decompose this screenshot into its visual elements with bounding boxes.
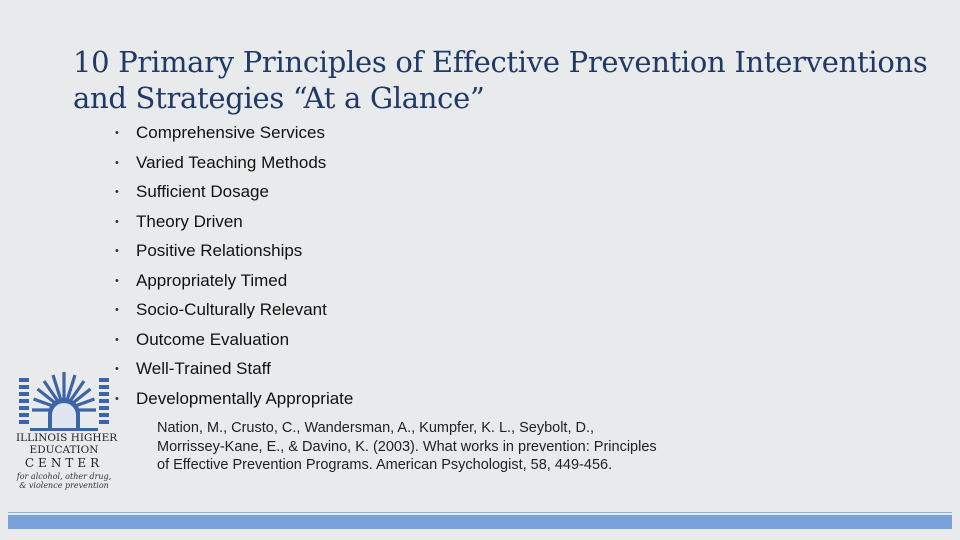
list-item-label: Developmentally Appropriate (136, 388, 354, 408)
list-item (112, 121, 353, 151)
bullet-icon: • (115, 156, 119, 169)
logo-tagline: for alcohol, other drug, & violence prevention (16, 472, 112, 490)
list-item-label: Appropriately Timed (136, 270, 288, 290)
bullet-icon: • (115, 245, 119, 257)
list-item-label: Comprehensive Services (136, 123, 325, 142)
bullet-icon: • (115, 333, 119, 346)
list-item (112, 357, 353, 387)
citation: Nation, M., Crusto, C., Wandersman, A., Kumpfer, K. L., Seybolt, D., Morrissey-Kane, E., & Davino, K. (2003). What works in prevention: Principles of Effective Prevention Programs. American Psychologist, 58, 449-456. (157, 420, 657, 473)
list-item-label: Well-Trained Staff (136, 359, 271, 378)
list-item-label: Positive Relationships (136, 241, 303, 260)
slide-title-line-2: and Strategies “At a Glance” (73, 81, 485, 115)
principles-list (112, 121, 353, 416)
footer-divider (8, 512, 952, 513)
logo-text-line-1: ILLINOIS HIGHER (16, 432, 118, 444)
bullet-icon: • (115, 363, 119, 375)
list-item-label: Theory Driven (136, 211, 243, 231)
logo-text-line-2: EDUCATION (29, 444, 99, 456)
list-item (112, 210, 353, 240)
bullet-icon: • (115, 274, 119, 287)
bullet-icon: • (115, 304, 119, 316)
illinois-higher-education-center-logo (16, 370, 118, 494)
slide-title-line-1: 10 Primary Principles of Effective Prevention Interventions (73, 45, 928, 79)
list-item-label: Sufficient Dosage (136, 182, 269, 201)
bullet-icon: • (115, 392, 119, 405)
list-item (112, 387, 353, 417)
list-item-label: Varied Teaching Methods (136, 152, 327, 172)
footer-bar (8, 515, 952, 529)
list-item-label: Outcome Evaluation (136, 329, 290, 349)
list-item (112, 239, 353, 269)
list-item-label: Socio-Culturally Relevant (136, 300, 327, 319)
slide-title (73, 44, 933, 116)
list-item (112, 298, 353, 328)
bullet-icon: • (115, 215, 119, 228)
bullet-icon: • (115, 186, 119, 198)
list-item (112, 151, 353, 181)
bullet-icon: • (115, 127, 119, 139)
sunrise-arch-icon (16, 370, 112, 432)
list-item (112, 269, 353, 299)
logo-text-line-3: CENTER (24, 456, 104, 470)
list-item (112, 180, 353, 210)
list-item (112, 328, 353, 358)
